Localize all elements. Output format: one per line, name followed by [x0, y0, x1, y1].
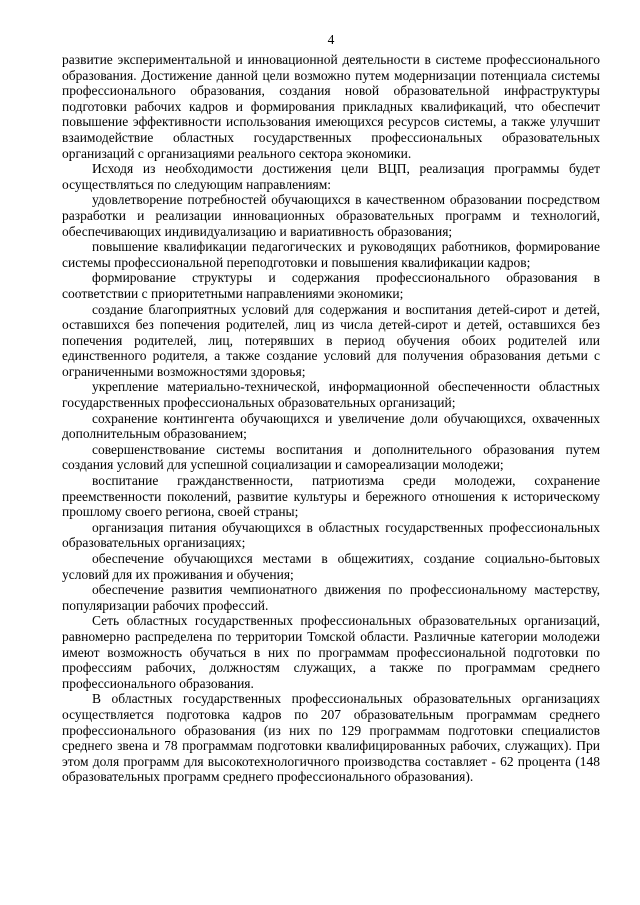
document-page — [62, 32, 600, 785]
direction-item: воспитание гражданственности, патриотизма среди молодежи, сохранение преемственности поколений, развитие культуры и бережного отношения к историческому прошлому своего региона, своей страны; — [62, 473, 600, 520]
paragraph-continuation: развитие экспериментальной и инновационной деятельности в системе профессионального образования. Достижение данной цели возможно путем модернизации потенциала системы профессионального образования, создания новой образовательной инфраструктуры подготовки рабочих кадров и формирования прикладных квалификаций, что обеспечит повышение эффективности использования имеющихся ресурсов системы, а также улучшит взаимодействие областных государственных профессиональных образовательных организаций с организациями реального сектора экономики. — [62, 52, 600, 161]
direction-item: обеспечение развития чемпионатного движения по профессиональному мастерству, популяризации рабочих профессий. — [62, 582, 600, 613]
direction-item: удовлетворение потребностей обучающихся в качественном образовании посредством разработки и реализации инновационных образовательных программ и технологий, обеспечивающих индивидуализацию и вариативность образования; — [62, 192, 600, 239]
paragraph-training-programs: В областных государственных профессиональных образовательных организациях осуществляется подготовка кадров по 207 образовательным программам среднего профессионального образования (из них по 129 программам подготовки специалистов среднего звена и 78 программам подготовки квалифицированных рабочих, служащих). При этом доля программ для высокотехнологичного производства составляет - 62 процента (148 образовательных программ среднего профессионального образования). — [62, 691, 600, 785]
page-number: 4 — [327, 32, 335, 47]
paragraph-directions-intro: Исходя из необходимости достижения цели ВЦП, реализация программы будет осуществляться по следующим направлениям: — [62, 161, 600, 192]
paragraph-network: Сеть областных государственных профессиональных образовательных организаций, равномерно распределена по территории Томской области. Различные категории молодежи имеют возможность обучаться в них по программам профессиональной подготовки по профессиям рабочих, должностям служащих, а также по программам среднего профессионального образования. — [62, 613, 600, 691]
direction-item: формирование структуры и содержания профессионального образования в соответствии с приоритетными направлениями экономики; — [62, 270, 600, 301]
direction-item: организация питания обучающихся в областных государственных профессиональных образовательных организациях; — [62, 519, 600, 551]
direction-item: создание благоприятных условий для содержания и воспитания детей-сирот и детей, оставшихся без попечения родителей, лиц из числа детей-сирот и детей, оставшихся без попечения родителей, лиц, потерявших в период обучения обоих родителей или единственного родителя, а также создание условий для получения образования детьми с ограниченными возможностями здоровья; — [62, 301, 600, 379]
direction-item: сохранение контингента обучающихся и увеличение доли обучающихся, охваченных дополнительным образованием; — [62, 410, 600, 442]
direction-item: обеспечение обучающихся местами в общежитиях, создание социально-бытовых условий для их проживания и обучения; — [62, 551, 600, 582]
direction-item: повышение квалификации педагогических и руководящих работников, формирование системы профессиональной переподготовки и повышения квалификации кадров; — [62, 239, 600, 270]
direction-item: укрепление материально-технической, информационной обеспеченности областных государственных профессиональных образовательных организаций; — [62, 379, 600, 411]
direction-item: совершенствование системы воспитания и дополнительного образования путем создания условий для успешной социализации и самореализации молодежи; — [62, 441, 600, 473]
